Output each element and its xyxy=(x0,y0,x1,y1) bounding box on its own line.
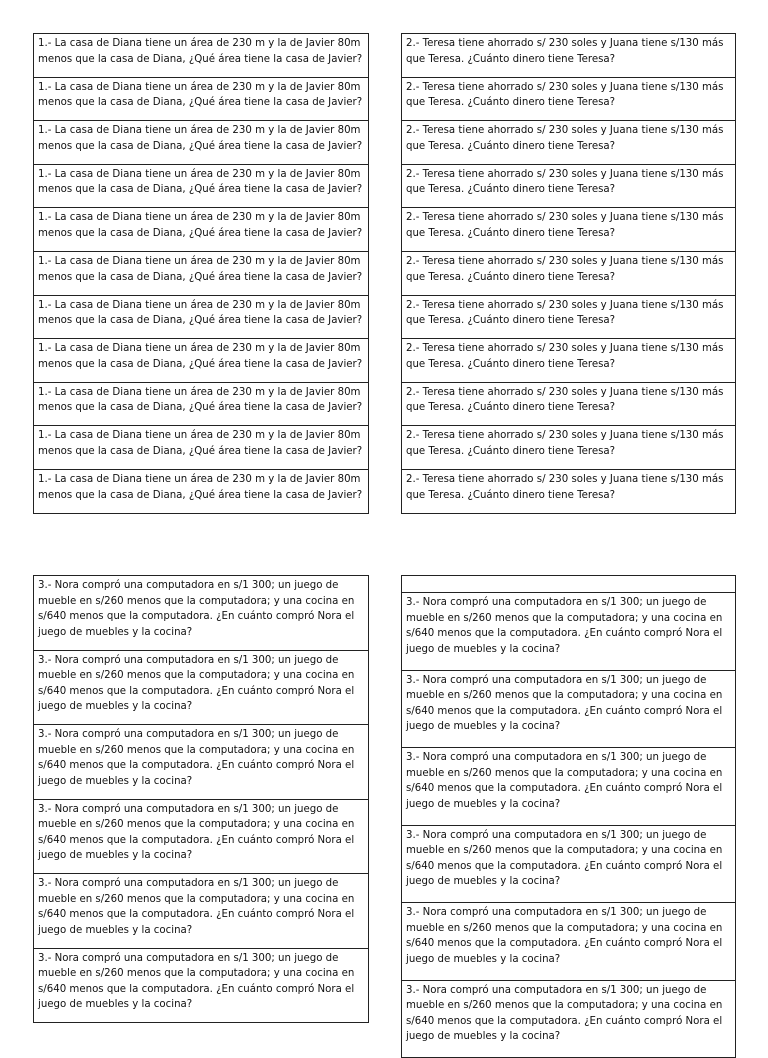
problem-2-strip xyxy=(402,121,736,165)
problem-3-text: 3.- Nora compró una computadora en s/1 300; un juego de mueble en s/260 menos que la computadora; y una cocina en s/640 menos que la computadora. ¿En cuánto compró Nora el juego de muebles y la cocina? xyxy=(406,983,731,1045)
problem-2-strip xyxy=(402,339,736,383)
problem-2-strip xyxy=(402,470,736,514)
problem-1-strip xyxy=(34,252,369,296)
problem-1-strip xyxy=(34,121,369,165)
problem-2-strip xyxy=(402,208,736,252)
problem-1-text: 1.- La casa de Diana tiene un área de 230 m y la de Javier 80m menos que la casa de Diana, ¿Qué área tiene la casa de Javier? xyxy=(38,298,364,329)
problem-2-strips xyxy=(401,33,736,514)
problem-2-text: 2.- Teresa tiene ahorrado s/ 230 soles y Juana tiene s/130 más que Teresa. ¿Cuánto dinero tiene Teresa? xyxy=(406,298,731,329)
problem-3-text: 3.- Nora compró una computadora en s/1 300; un juego de mueble en s/260 menos que la computadora; y una cocina en s/640 menos que la computadora. ¿En cuánto compró Nora el juego de muebles y la cocina? xyxy=(38,653,364,715)
problem-3-strip xyxy=(34,800,369,875)
problem-2-strip xyxy=(402,383,736,427)
problem-3-strip xyxy=(34,725,369,800)
problem-2-text: 2.- Teresa tiene ahorrado s/ 230 soles y Juana tiene s/130 más que Teresa. ¿Cuánto dinero tiene Teresa? xyxy=(406,385,731,416)
problem-3-text: 3.- Nora compró una computadora en s/1 300; un juego de mueble en s/260 menos que la computadora; y una cocina en s/640 menos que la computadora. ¿En cuánto compró Nora el juego de muebles y la cocina? xyxy=(406,905,731,967)
problem-2-text: 2.- Teresa tiene ahorrado s/ 230 soles y Juana tiene s/130 más que Teresa. ¿Cuánto dinero tiene Teresa? xyxy=(406,36,731,67)
problem-3-strip xyxy=(402,593,736,671)
problem-3-text: 3.- Nora compró una computadora en s/1 300; un juego de mueble en s/260 menos que la computadora; y una cocina en s/640 menos que la computadora. ¿En cuánto compró Nora el juego de muebles y la cocina? xyxy=(406,595,731,657)
problem-1-text: 1.- La casa de Diana tiene un área de 230 m y la de Javier 80m menos que la casa de Diana, ¿Qué área tiene la casa de Javier? xyxy=(38,123,364,154)
problem-1-strip xyxy=(34,208,369,252)
problem-1-text: 1.- La casa de Diana tiene un área de 230 m y la de Javier 80m menos que la casa de Diana, ¿Qué área tiene la casa de Javier? xyxy=(38,210,364,241)
problem-2-text: 2.- Teresa tiene ahorrado s/ 230 soles y Juana tiene s/130 más que Teresa. ¿Cuánto dinero tiene Teresa? xyxy=(406,428,731,459)
problem-3-strips-right xyxy=(401,575,736,1058)
problem-3-text: 3.- Nora compró una computadora en s/1 300; un juego de mueble en s/260 menos que la computadora; y una cocina en s/640 menos que la computadora. ¿En cuánto compró Nora el juego de muebles y la cocina? xyxy=(38,578,364,640)
problem-1-text: 1.- La casa de Diana tiene un área de 230 m y la de Javier 80m menos que la casa de Diana, ¿Qué área tiene la casa de Javier? xyxy=(38,36,364,67)
problem-2-text: 2.- Teresa tiene ahorrado s/ 230 soles y Juana tiene s/130 más que Teresa. ¿Cuánto dinero tiene Teresa? xyxy=(406,123,731,154)
problem-3-strip xyxy=(402,748,736,826)
problem-3-text: 3.- Nora compró una computadora en s/1 300; un juego de mueble en s/260 menos que la computadora; y una cocina en s/640 menos que la computadora. ¿En cuánto compró Nora el juego de muebles y la cocina? xyxy=(406,673,731,735)
problem-1-strip xyxy=(34,296,369,340)
problem-1-strip xyxy=(34,339,369,383)
problem-1-strip xyxy=(34,165,369,209)
problem-1-text: 1.- La casa de Diana tiene un área de 230 m y la de Javier 80m menos que la casa de Diana, ¿Qué área tiene la casa de Javier? xyxy=(38,341,364,372)
problem-2-strip xyxy=(402,296,736,340)
problem-2-text: 2.- Teresa tiene ahorrado s/ 230 soles y Juana tiene s/130 más que Teresa. ¿Cuánto dinero tiene Teresa? xyxy=(406,80,731,111)
problem-2-text: 2.- Teresa tiene ahorrado s/ 230 soles y Juana tiene s/130 más que Teresa. ¿Cuánto dinero tiene Teresa? xyxy=(406,167,731,198)
problem-1-strips xyxy=(33,33,369,514)
problem-1-text: 1.- La casa de Diana tiene un área de 230 m y la de Javier 80m menos que la casa de Diana, ¿Qué área tiene la casa de Javier? xyxy=(38,385,364,416)
problem-3-text: 3.- Nora compró una computadora en s/1 300; un juego de mueble en s/260 menos que la computadora; y una cocina en s/640 menos que la computadora. ¿En cuánto compró Nora el juego de muebles y la cocina? xyxy=(38,951,364,1013)
problem-1-text: 1.- La casa de Diana tiene un área de 230 m y la de Javier 80m menos que la casa de Diana, ¿Qué área tiene la casa de Javier? xyxy=(38,254,364,285)
problem-3-strip xyxy=(34,651,369,726)
problem-1-strip xyxy=(34,426,369,470)
problem-2-strip xyxy=(402,252,736,296)
problem-2-strip xyxy=(402,78,736,122)
problem-2-strip xyxy=(402,426,736,470)
problem-3-text: 3.- Nora compró una computadora en s/1 300; un juego de mueble en s/260 menos que la computadora; y una cocina en s/640 menos que la computadora. ¿En cuánto compró Nora el juego de muebles y la cocina? xyxy=(38,802,364,864)
problem-3-strip xyxy=(402,671,736,749)
problem-3-text: 3.- Nora compró una computadora en s/1 300; un juego de mueble en s/260 menos que la computadora; y una cocina en s/640 menos que la computadora. ¿En cuánto compró Nora el juego de muebles y la cocina? xyxy=(38,876,364,938)
problem-3-strip xyxy=(34,576,369,651)
problem-2-strip xyxy=(402,165,736,209)
problem-3-text: 3.- Nora compró una computadora en s/1 300; un juego de mueble en s/260 menos que la computadora; y una cocina en s/640 menos que la computadora. ¿En cuánto compró Nora el juego de muebles y la cocina? xyxy=(38,727,364,789)
problem-1-text: 1.- La casa de Diana tiene un área de 230 m y la de Javier 80m menos que la casa de Diana, ¿Qué área tiene la casa de Javier? xyxy=(38,80,364,111)
problem-3-strip xyxy=(34,949,369,1024)
problem-1-text: 1.- La casa de Diana tiene un área de 230 m y la de Javier 80m menos que la casa de Diana, ¿Qué área tiene la casa de Javier? xyxy=(38,428,364,459)
problem-3-strip xyxy=(34,874,369,949)
problem-2-text: 2.- Teresa tiene ahorrado s/ 230 soles y Juana tiene s/130 más que Teresa. ¿Cuánto dinero tiene Teresa? xyxy=(406,472,731,503)
blank-strip xyxy=(402,576,736,593)
problem-3-strip xyxy=(402,903,736,981)
problem-1-strip xyxy=(34,34,369,78)
problem-3-text: 3.- Nora compró una computadora en s/1 300; un juego de mueble en s/260 menos que la computadora; y una cocina en s/640 menos que la computadora. ¿En cuánto compró Nora el juego de muebles y la cocina? xyxy=(406,750,731,812)
problem-2-text: 2.- Teresa tiene ahorrado s/ 230 soles y Juana tiene s/130 más que Teresa. ¿Cuánto dinero tiene Teresa? xyxy=(406,254,731,285)
problem-3-text: 3.- Nora compró una computadora en s/1 300; un juego de mueble en s/260 menos que la computadora; y una cocina en s/640 menos que la computadora. ¿En cuánto compró Nora el juego de muebles y la cocina? xyxy=(406,828,731,890)
problem-1-text: 1.- La casa de Diana tiene un área de 230 m y la de Javier 80m menos que la casa de Diana, ¿Qué área tiene la casa de Javier? xyxy=(38,167,364,198)
problem-3-strips-left xyxy=(33,575,369,1023)
problem-1-strip xyxy=(34,78,369,122)
problem-3-strip xyxy=(402,826,736,904)
problem-3-strip xyxy=(402,981,736,1058)
problem-1-strip xyxy=(34,470,369,514)
problem-1-text: 1.- La casa de Diana tiene un área de 230 m y la de Javier 80m menos que la casa de Diana, ¿Qué área tiene la casa de Javier? xyxy=(38,472,364,503)
problem-2-text: 2.- Teresa tiene ahorrado s/ 230 soles y Juana tiene s/130 más que Teresa. ¿Cuánto dinero tiene Teresa? xyxy=(406,341,731,372)
problem-2-strip xyxy=(402,34,736,78)
problem-2-text: 2.- Teresa tiene ahorrado s/ 230 soles y Juana tiene s/130 más que Teresa. ¿Cuánto dinero tiene Teresa? xyxy=(406,210,731,241)
problem-1-strip xyxy=(34,383,369,427)
